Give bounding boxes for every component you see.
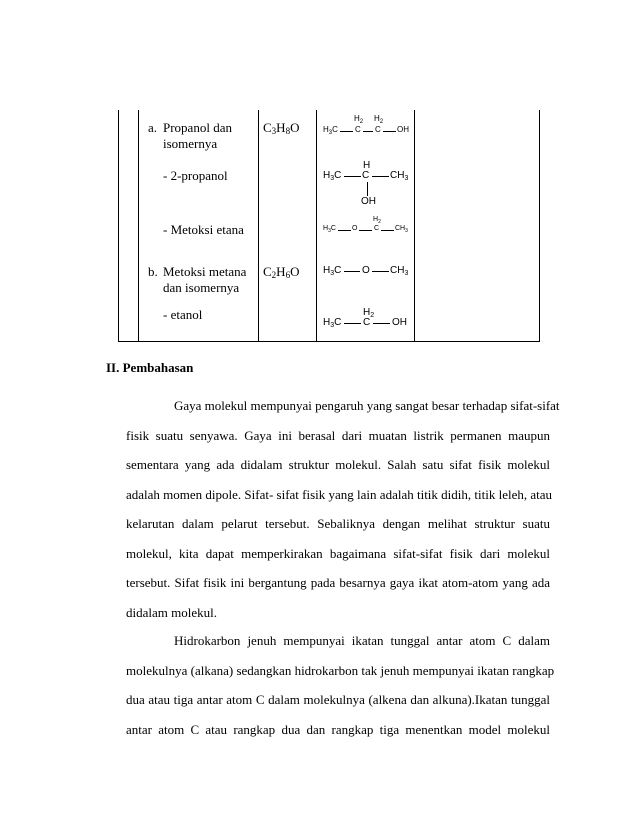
propanol-bond-1 — [340, 131, 353, 132]
row-a-marker: a. — [148, 120, 158, 135]
table-divider-3 — [316, 110, 317, 342]
p1-line-4: adalah momen dipole. Sifat- sifat fisik yang lain adalah titik didih, titik leleh, atau — [126, 486, 553, 502]
etanol-bond-1 — [344, 323, 361, 324]
p2-line-1: Hidrokarbon jenuh mempunyai ikatan tunggal antar atom C dalam — [174, 633, 550, 648]
p1-line-8: didalam molekul. — [126, 604, 217, 620]
propanol-c3-h2: $H_2$ — [374, 114, 384, 125]
etanol-oh: OH — [392, 317, 407, 328]
metoksietana-h3c: $H_3C$ — [323, 225, 336, 234]
row-b-marker: b. — [148, 264, 158, 279]
isopropanol-ch3: $CH_3$ — [390, 170, 409, 182]
metoksietana-c: C — [374, 225, 380, 232]
paragraph-2 — [126, 626, 555, 744]
table-border-bottom — [118, 341, 540, 342]
propanol-c3: C — [375, 125, 381, 134]
propanol-oh: OH — [397, 125, 409, 134]
metoksimetana-bond-1 — [344, 271, 360, 272]
table-divider-4 — [414, 110, 415, 342]
row-a-sub-2-propanol: - 2-propanol — [163, 168, 228, 183]
row-a-formula: $C_3H_8O$ — [263, 120, 300, 136]
isopropanol-bond-down — [367, 182, 368, 196]
table-divider-2 — [258, 110, 259, 342]
p2-line-2: molekulnya (alkana) sedangkan hidrokarbon tak jenuh mempunyai ikatan rangkap — [126, 662, 555, 678]
metoksietana-bond-2 — [359, 230, 372, 231]
metoksimetana-h3c: $H_3C$ — [323, 265, 342, 277]
metoksietana-bond-1 — [338, 230, 351, 231]
isopropanol-bond-right — [372, 176, 389, 177]
metoksietana-o: O — [352, 225, 358, 232]
isopropanol-h: H — [363, 160, 371, 171]
propanol-h3c: $H_3C$ — [323, 125, 338, 136]
section-heading: II. Pembahasan — [106, 360, 194, 375]
p1-line-5: kelarutan dalam pelarut tersebut. Sebaliknya dengan melihat struktur suatu — [126, 516, 550, 531]
isopropanol-oh: OH — [361, 196, 376, 205]
p1-line-2: fisik suatu senyawa. Gaya ini berasal dari muatan listrik permanen maupun — [126, 427, 550, 443]
row-b-sub-etanol: - etanol — [163, 307, 203, 322]
metoksimetana-bond-2 — [372, 271, 389, 272]
p1-line-7: tersebut. Sifat fisik ini bergantung pada besarnya gaya ikat atom-atom yang ada — [126, 575, 550, 590]
isopropanol-h3c: $H_3C$ — [323, 170, 342, 182]
etanol-c-h2: $H_2$ — [363, 307, 375, 319]
row-a-title-line1: Propanol dan — [163, 120, 232, 135]
metoksietana-bond-3 — [381, 230, 394, 231]
isopropanol-bond-left — [344, 176, 361, 177]
paragraph-1 — [126, 391, 560, 627]
table-border-left — [118, 110, 119, 342]
etanol-h3c: $H_3C$ — [323, 317, 342, 329]
metoksietana-ch3: $CH_3$ — [395, 225, 408, 234]
propanol-bond-2 — [363, 131, 373, 132]
isopropanol-c: C — [362, 170, 370, 181]
propanol-c2: C — [355, 125, 361, 134]
table-divider-1 — [138, 110, 139, 342]
row-b-title-line1: Metoksi metana — [163, 264, 247, 279]
row-b-title-line2: dan isomernya — [163, 280, 240, 295]
row-a-sub-metoksi-etana: - Metoksi etana — [163, 222, 244, 237]
etanol-c: C — [363, 317, 371, 328]
etanol-bond-2 — [373, 323, 390, 324]
propanol-bond-3 — [383, 131, 396, 132]
row-a-title-line2: isomernya — [163, 136, 218, 151]
p2-line-3: dua atau tiga antar atom C dalam molekulnya (alkena dan alkuna).Ikatan tunggal — [126, 692, 550, 707]
p1-line-3: sementara yang ada didalam struktur molekul. Salah satu sifat fisik molekul — [126, 457, 550, 472]
table-border-right — [539, 110, 540, 342]
metoksietana-c-h2: $H_2$ — [373, 216, 381, 225]
metoksimetana-ch3: $CH_3$ — [390, 265, 409, 277]
metoksimetana-o: O — [362, 265, 370, 276]
propanol-c2-h2: $H_2$ — [354, 114, 364, 125]
row-b-formula: $C_2H_6O$ — [263, 264, 300, 280]
p2-line-4: antar atom C atau rangkap dua dan rangkap tiga menentkan model molekul — [126, 721, 550, 737]
p1-line-1: Gaya molekul mempunyai pengaruh yang sangat besar terhadap sifat-sifat — [174, 398, 560, 413]
p1-line-6: molekul, kita dapat memperkirakan bagaimana sifat-sifat fisik dari molekul — [126, 545, 550, 561]
